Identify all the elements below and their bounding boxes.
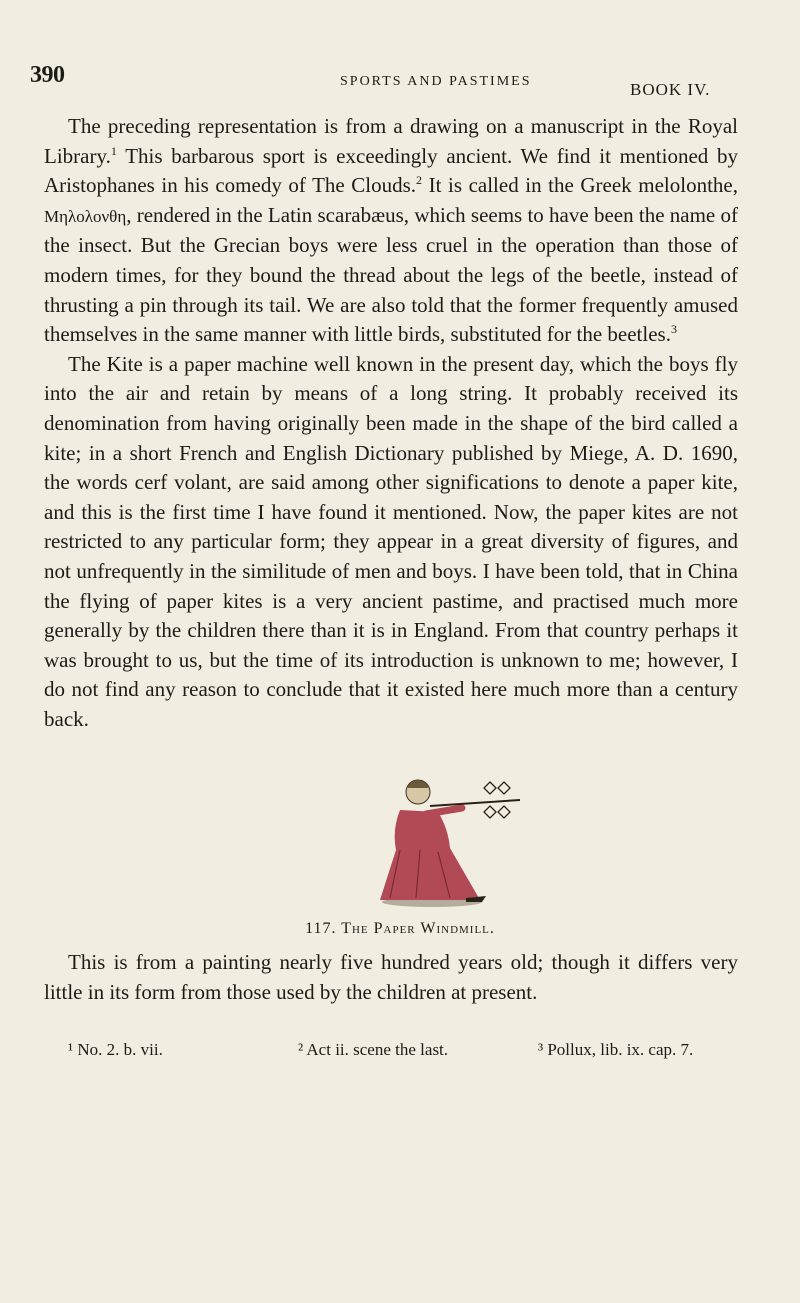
footnote-2: ² Act ii. scene the last.: [298, 1040, 449, 1059]
footnote-3: ³ Pollux, lib. ix. cap. 7.: [538, 1040, 694, 1059]
footnote-ref-1: 1: [110, 143, 117, 158]
figure-description: [44, 948, 738, 1007]
footnote-1: ¹ No. 2. b. vii.: [68, 1040, 163, 1059]
running-head: SPORTS AND PASTIMES: [340, 74, 532, 89]
paragraph-3: This is from a painting nearly five hundred years old; though it differs very little in its form from those used by the children at present.: [44, 950, 738, 1004]
footnote-ref-2: 2: [416, 173, 423, 188]
p1-text-c: It is called in the Greek melolonthe,: [422, 173, 738, 198]
figure-caption: 117. The Paper Windmill.: [305, 920, 495, 937]
book-label: BOOK IV.: [630, 80, 711, 99]
footnote-ref-3: 3: [670, 322, 677, 337]
greek-word: Μηλολονθη: [44, 206, 127, 226]
windmill-figure-drawing: [370, 770, 530, 910]
p1-text-d: , rendered in the Latin scarabæus, which seems to have been the name of the insect. But the Grecian boys were less cruel in the operation than those of modern times, for they bound the thread about the legs of the beetle, instead of thrusting a pin through its tail. We are also told that the former frequently amused themselves in the same manner with little birds, substituted for the beetles.: [44, 202, 738, 347]
p1-text-a: The preceding representation is from a drawing on a manuscript in the Royal Library.: [44, 114, 738, 168]
paragraph-1: [44, 112, 738, 350]
p1-text-b: This barbarous sport is exceedingly ancient. We find it mentioned by Aristophanes in his comedy of The Clouds.: [44, 143, 738, 198]
page-number: 390: [30, 62, 65, 88]
page-header: [0, 62, 800, 102]
main-text: [44, 112, 738, 734]
paragraph-2: The Kite is a paper machine well known in the present day, which the boys fly into the air and retain by means of a long string. It probably received its denomination from having originally been made in the shape of the bird called a kite; in a short French and English Dictionary published by Miege, A. D. 1690, the words cerf volant, are said among other significations to denote a paper kite, and this is the first time I have found it mentioned. Now, the paper kites are not restricted to any particular form; they appear in a great diversity of figures, and not unfrequently in the similitude of men and boys. I have been told, that in China the flying of paper kites is a very ancient pastime, and practised much more generally by the children there than it is in England. From that country perhaps it was brought to us, but the time of its introduction is unknown to me; however, I do not find any reason to conclude that it existed here much more than a century back.: [44, 351, 738, 731]
paper-windmill-illustration: [0, 770, 800, 910]
